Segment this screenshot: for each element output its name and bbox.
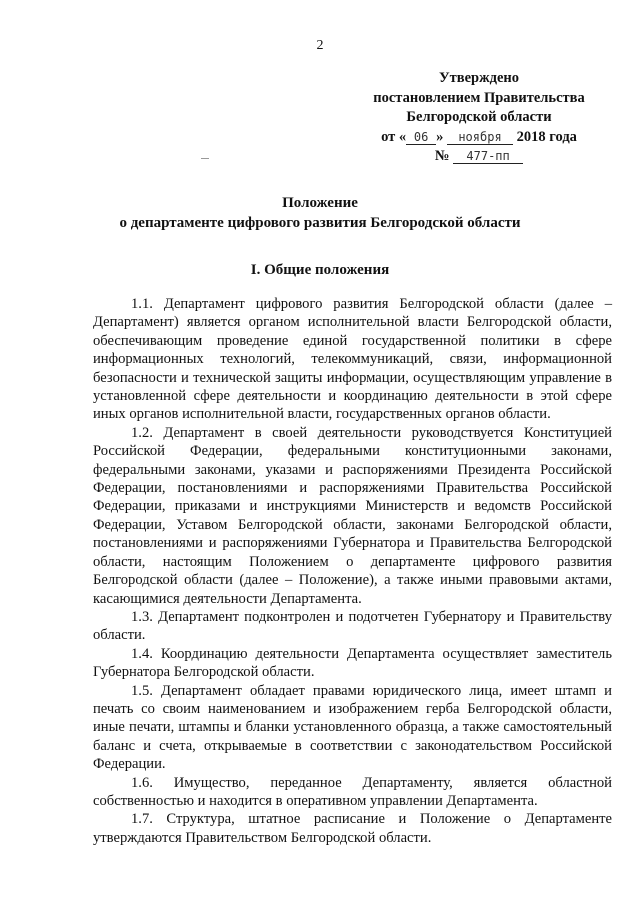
number-prefix: № <box>434 148 450 164</box>
title-line-1: Положение <box>282 195 358 211</box>
paragraph-1-7: 1.7. Структура, штатное расписание и Положение о Департаменте утверждаются Правительством Белгородской области. <box>93 811 612 846</box>
date-month: ноября <box>447 130 513 145</box>
paragraph-1-5: 1.5. Департамент обладает правами юридического лица, имеет штамп и печать со своим наименованием и изображением герба Белгородской области, иные печати, штампы и бланки установленного образца, а также самостоятельный баланс и счета, открываемые в соответствии с законодательством Российской Федерации. <box>93 682 612 773</box>
date-prefix: от « <box>381 128 407 145</box>
paragraph-1-4: 1.4. Координацию деятельности Департамента осуществляет заместитель Губернатора Белгородской области. <box>93 645 612 681</box>
date-mid: » <box>436 128 444 145</box>
approval-line-approved: Утверждено <box>439 70 519 86</box>
approval-line-region: Белгородской области <box>406 109 552 125</box>
approval-block <box>354 69 604 167</box>
page-number: 2 <box>316 38 324 53</box>
number-value: 477-пп <box>453 149 523 164</box>
paragraph-1-3: 1.3. Департамент подконтролен и подотчетен Губернатору и Правительству области. <box>93 608 612 644</box>
body-text <box>93 295 612 847</box>
paragraph-1-6: 1.6. Имущество, переданное Департаменту, является областной собственностью и находится в оперативном управлении Департамента. <box>93 774 612 809</box>
document-title <box>0 193 640 233</box>
paragraph-1-2: 1.2. Департамент в своей деятельности руководствуется Конституцией Российской Федерации, федеральными конституционными законами, федеральными законами, указами и распоряжениями Президента Российской Федерации, постановлениями и распоряжениями Правительства Российской Федерации, приказами и инструкциями Министерств и ведомств Российской Федерации, Уставом Белгородской области, законами Белгородской области, постановлениями и распоряжениями Губернатора и Правительства Белгородской области, настоящим Положением о департаменте цифрового развития Белгородской области (далее – Положение), а также иными правовыми актами, касающимися деятельности Департамента. <box>93 424 612 607</box>
approval-date-line <box>354 128 604 148</box>
approval-number-line <box>354 147 604 167</box>
title-line-2: о департаменте цифрового развития Белгородской области <box>119 215 521 231</box>
paragraph-1-1: 1.1. Департамент цифрового развития Белгородской области (далее – Департамент) является органом исполнительной власти Белгородской области, обеспечивающим проведение единой государственной политики в сфере информационных технологий, телекоммуникаций, связи, информационной безопасности и технической защиты информации, осуществляющим управление в установленной сфере деятельности и координацию деятельности в этой сфере иных органов исполнительной власти, государственных органов области. <box>93 296 612 423</box>
date-day: 06 <box>406 130 436 145</box>
scan-mark <box>201 158 209 159</box>
section-heading: I. Общие положения <box>250 262 390 278</box>
approval-line-resolution: постановлением Правительства <box>373 89 585 106</box>
date-suffix: 2018 года <box>516 128 577 145</box>
